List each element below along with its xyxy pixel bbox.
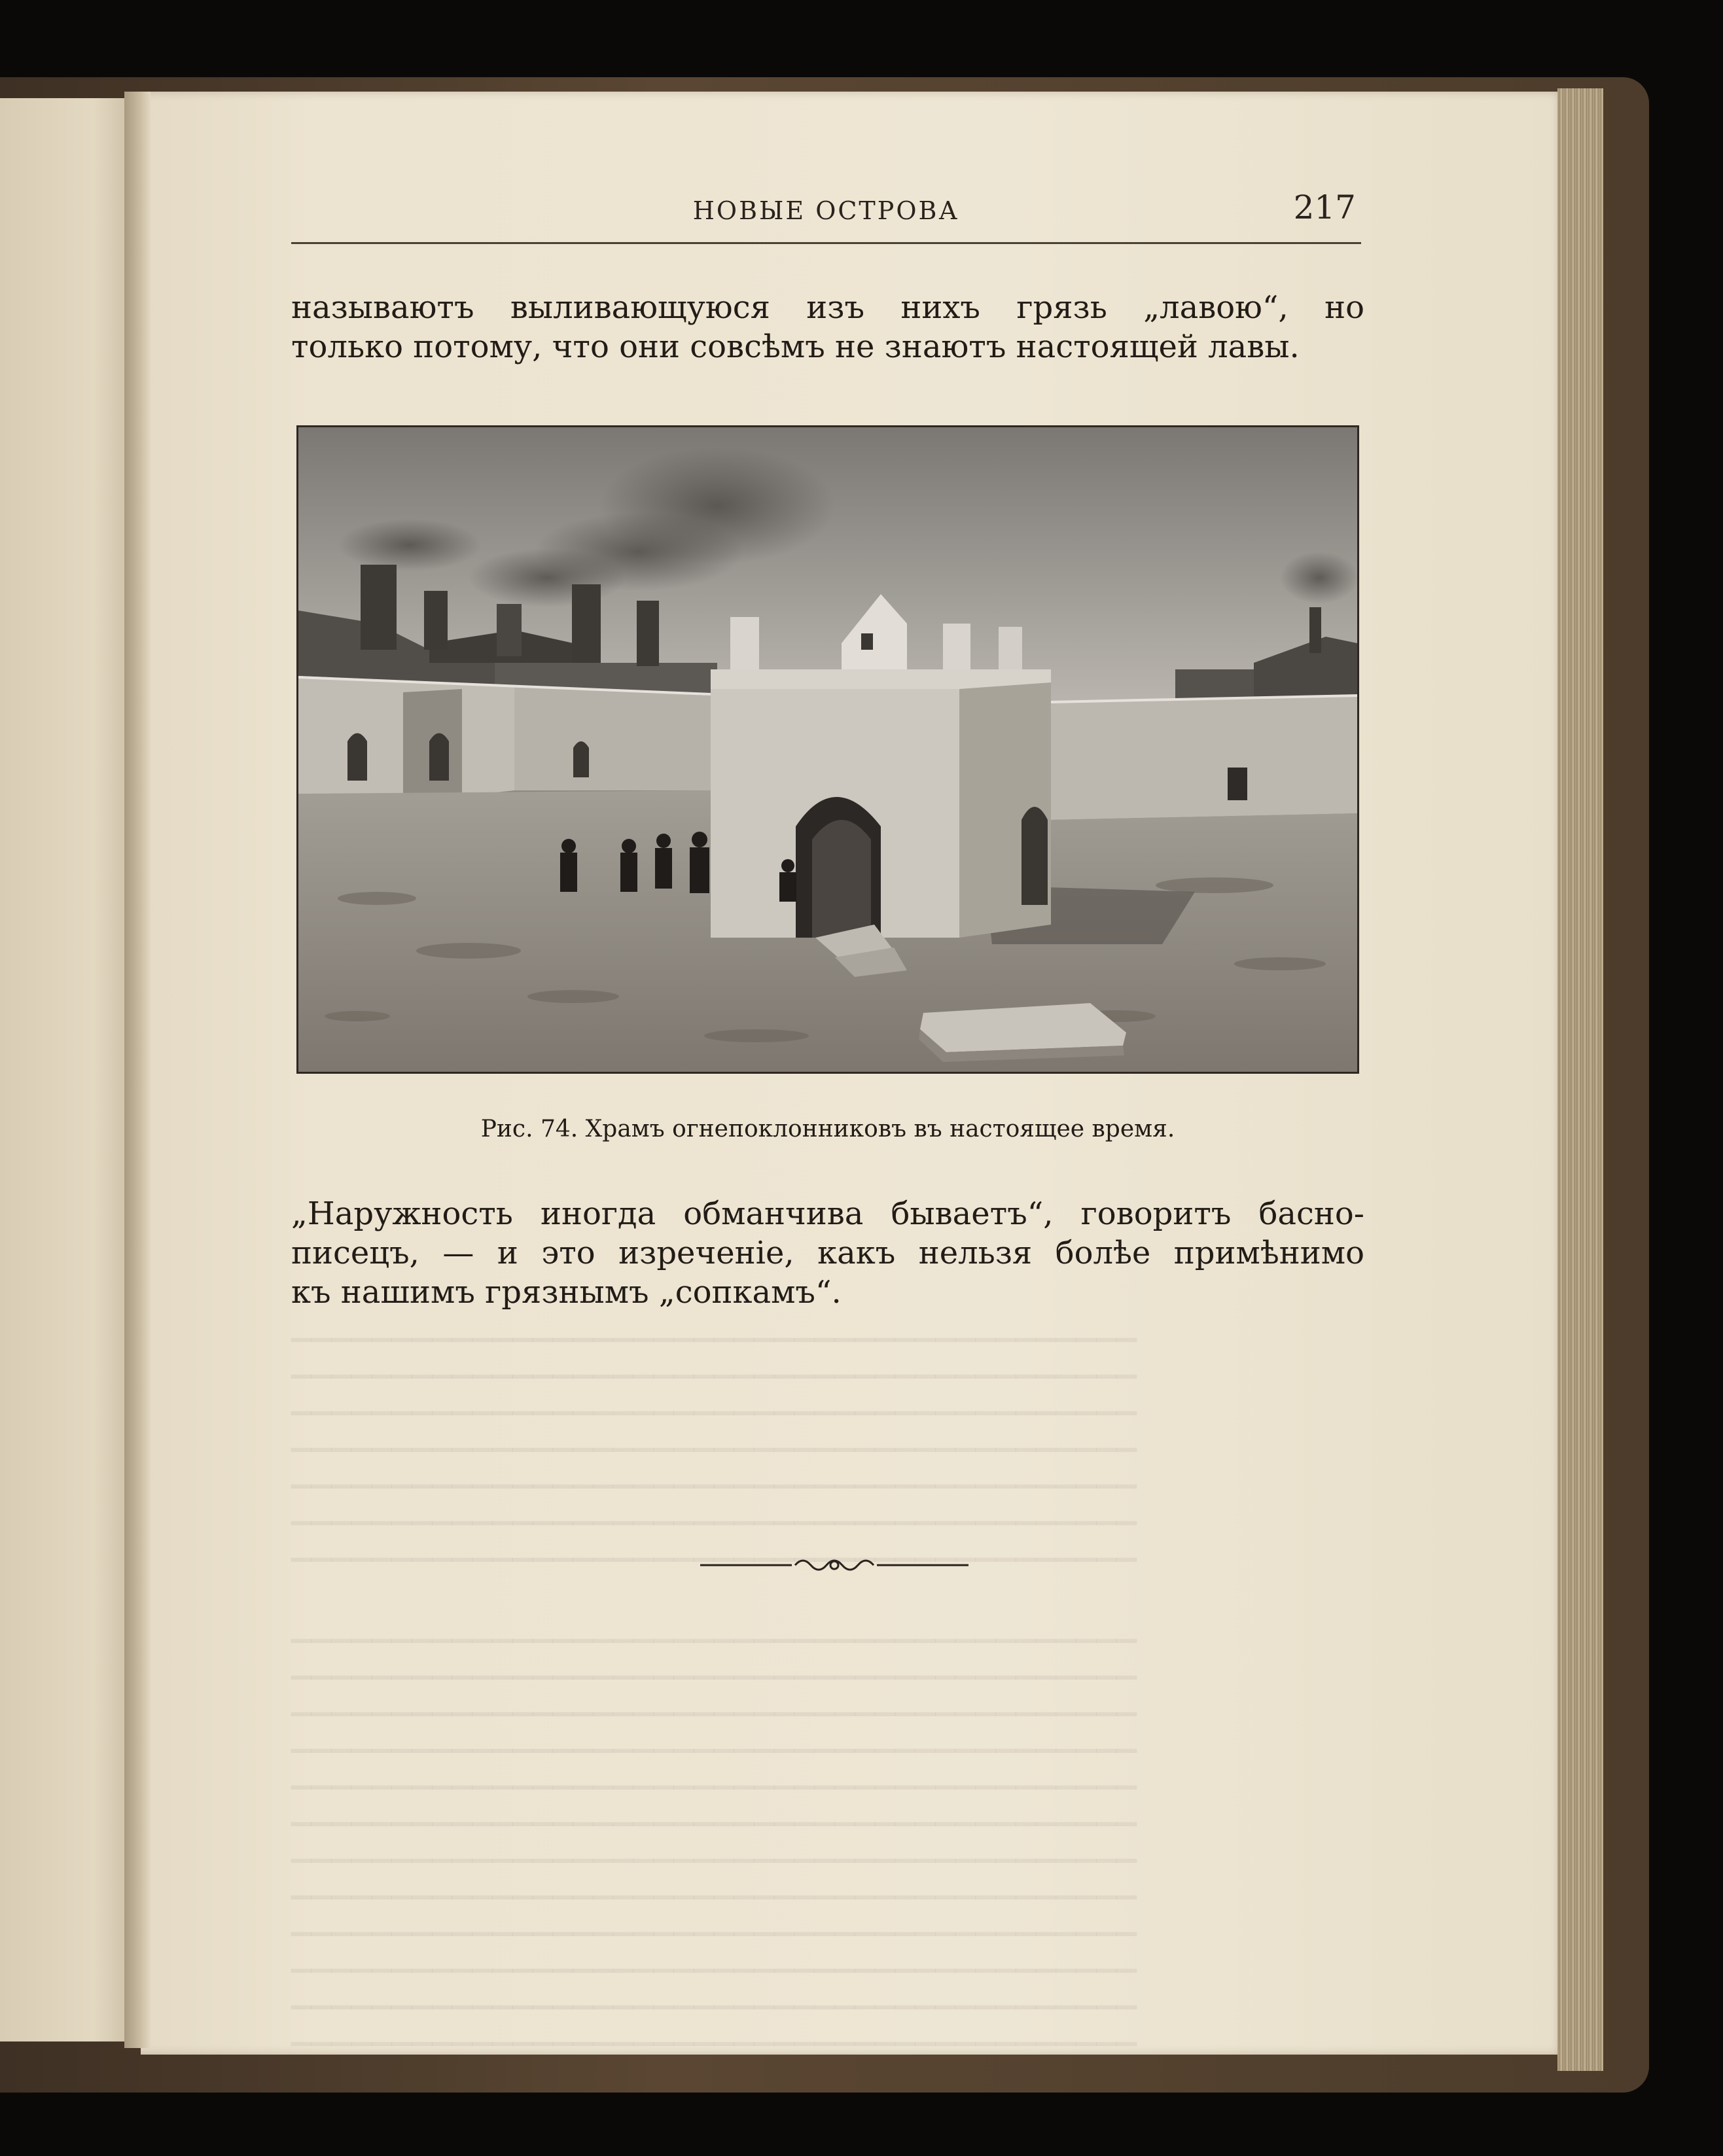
paragraph-top — [291, 288, 1364, 366]
left-page-edge — [0, 98, 134, 2041]
text-line: писецъ, — и это изреченіе, какъ нельзя болѣе примѣнимо — [291, 1235, 1364, 1271]
photo-illustration — [298, 427, 1357, 1072]
book-gutter — [124, 92, 151, 2048]
paragraph-bottom — [291, 1194, 1364, 1312]
page-number: 217 — [1293, 188, 1356, 226]
text-line: называютъ выливающуюся изъ нихъ грязь „лавою“, но — [291, 289, 1364, 326]
show-through-lines-lower: ▁▁▁▁▁▁▁▁▁▁▁▁▁▁▁▁▁▁▁▁▁▁▁▁▁▁▁▁▁▁▁▁▁▁▁▁▁▁▁▁▁▁ ▁▁▁▁▁▁▁▁▁▁▁▁▁▁▁▁▁▁▁▁▁▁▁▁▁▁▁▁▁▁▁▁▁▁▁▁▁▁▁▁▁▁ ▁▁▁▁▁▁▁▁▁▁▁▁▁▁▁▁▁▁▁▁▁▁▁▁▁▁▁▁▁▁▁▁▁▁▁▁▁▁▁▁▁▁ ▁▁▁▁▁▁▁▁▁▁▁▁▁▁▁▁▁▁▁▁▁▁▁▁▁▁▁▁▁▁▁▁▁▁▁▁▁▁▁▁▁▁ ▁▁▁▁▁▁▁▁▁▁▁▁▁▁▁▁▁▁▁▁▁▁▁▁▁▁▁▁▁▁▁▁▁▁▁▁▁▁▁▁▁▁ ▁▁▁▁▁▁▁▁▁▁▁▁▁▁▁▁▁▁▁▁▁▁▁▁▁▁▁▁▁▁▁▁▁▁▁▁▁▁▁▁▁▁ ▁▁▁▁▁▁▁▁▁▁▁▁▁▁▁▁▁▁▁▁▁▁▁▁▁▁▁▁▁▁▁▁▁▁▁▁▁▁▁▁▁▁ ▁▁▁▁▁▁▁▁▁▁▁▁▁▁▁▁▁▁▁▁▁▁▁▁▁▁▁▁▁▁▁▁▁▁▁▁▁▁▁▁▁▁ ▁▁▁▁▁▁▁▁▁▁▁▁▁▁▁▁▁▁▁▁▁▁▁▁▁▁▁▁▁▁▁▁▁▁▁▁▁▁▁▁▁▁ ▁▁▁▁▁▁▁▁▁▁▁▁▁▁▁▁▁▁▁▁▁▁▁▁▁▁▁▁▁▁▁▁▁▁▁▁▁▁▁▁▁▁ ▁▁▁▁▁▁▁▁▁▁▁▁▁▁▁▁▁▁▁▁▁▁▁▁▁▁▁▁▁▁▁▁▁▁▁▁▁▁▁▁▁▁ ▁▁▁▁▁▁▁▁▁▁▁▁▁▁▁▁▁▁▁▁▁▁▁▁▁▁▁▁▁▁▁▁▁▁▁▁▁▁▁▁▁▁ — [291, 1613, 1137, 2046]
running-head — [291, 190, 1361, 244]
show-through-lines: ▁▁▁▁▁▁▁▁▁▁▁▁▁▁▁▁▁▁▁▁▁▁▁▁▁▁▁▁▁▁▁▁▁▁▁▁▁▁▁▁▁▁ ▁▁▁▁▁▁▁▁▁▁▁▁▁▁▁▁▁▁▁▁▁▁▁▁▁▁▁▁▁▁▁▁▁▁▁▁▁▁▁▁▁▁ ▁▁▁▁▁▁▁▁▁▁▁▁▁▁▁▁▁▁▁▁▁▁▁▁▁▁▁▁▁▁▁▁▁▁▁▁▁▁▁▁▁▁ ▁▁▁▁▁▁▁▁▁▁▁▁▁▁▁▁▁▁▁▁▁▁▁▁▁▁▁▁▁▁▁▁▁▁▁▁▁▁▁▁▁▁ ▁▁▁▁▁▁▁▁▁▁▁▁▁▁▁▁▁▁▁▁▁▁▁▁▁▁▁▁▁▁▁▁▁▁▁▁▁▁▁▁▁▁ ▁▁▁▁▁▁▁▁▁▁▁▁▁▁▁▁▁▁▁▁▁▁▁▁▁▁▁▁▁▁▁▁▁▁▁▁▁▁▁▁▁▁ ▁▁▁▁▁▁▁▁▁▁▁▁▁▁▁▁▁▁▁▁▁▁▁▁▁▁▁▁▁▁▁▁▁▁▁▁▁▁▁▁▁▁ — [291, 1312, 1137, 1562]
figure-caption: Рис. 74. Храмъ огнепоклонниковъ въ настоящее время. — [480, 1116, 1175, 1142]
text-line: „Наружность иногда обманчива бываетъ“, говоритъ басно- — [291, 1195, 1364, 1232]
end-ornament-icon — [700, 1552, 968, 1578]
text-line: къ нашимъ грязнымъ „сопкамъ“. — [291, 1274, 842, 1311]
text-line: только потому, что они совсѣмъ не знаютъ настоящей лавы. — [291, 328, 1300, 365]
photo-fire-temple — [296, 425, 1359, 1074]
running-title: НОВЫЕ ОСТРОВА — [692, 196, 960, 225]
page-block-edge — [1557, 88, 1603, 2071]
